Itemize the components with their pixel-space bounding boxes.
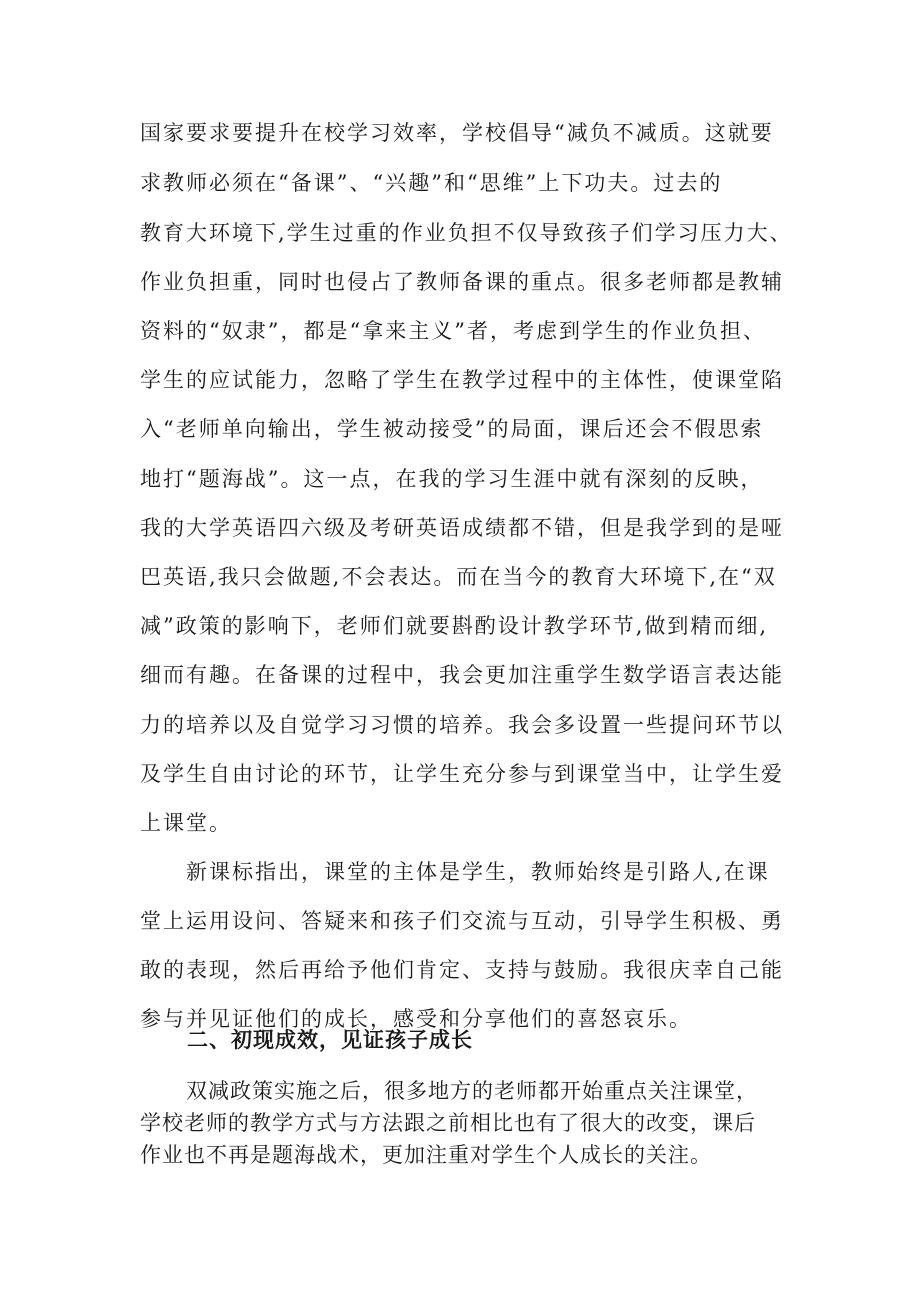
text-line: 细而有趣。在备课的过程中，我会更加注重学生数学语言表达能 bbox=[140, 663, 784, 687]
text-line: 地打“题海战”。这一点，在我的学习生涯中就有深刻的反映， bbox=[140, 467, 764, 491]
text-line: 双减政策实施之后，很多地方的老师都开始重点关注课堂， bbox=[186, 1079, 758, 1103]
text-line: 力的培养以及自觉学习习惯的培养。我会多设置一些提问环节以 bbox=[140, 713, 784, 737]
text-line: 求教师必须在“备课”、“兴趣”和“思维”上下功夫。过去的 bbox=[140, 171, 723, 195]
text-line: 入“老师单向输出，学生被动接受”的局面，课后还会不假思索 bbox=[140, 417, 764, 441]
text-line: 上课堂。 bbox=[140, 811, 232, 835]
text-line: 作业也不再是题海战术，更加注重对学生个人成长的关注。 bbox=[140, 1143, 712, 1167]
section-heading: 二、初现成效，见证孩子成长 bbox=[187, 1028, 473, 1052]
text-line: 学校老师的教学方式与方法跟之前相比也有了很大的改变，课后 bbox=[140, 1111, 756, 1135]
text-line: 参与并见证他们的成长，感受和分享他们的喜怒哀乐。 bbox=[140, 1007, 692, 1031]
text-line: 新课标指出，课堂的主体是学生，教师始终是引路人,在课 bbox=[186, 860, 770, 884]
text-line: 我的大学英语四六级及考研英语成绩都不错，但是我学到的是哑 bbox=[140, 516, 784, 540]
text-line: 资料的“奴隶”，都是“拿来主义”者，考虑到学生的作业负担、 bbox=[140, 319, 766, 343]
text-line: 巴英语,我只会做题,不会表达。而在当今的教育大环境下,在“双 bbox=[140, 565, 777, 589]
text-line: 作业负担重，同时也侵占了教师备课的重点。很多老师都是教辅 bbox=[140, 270, 784, 294]
text-line: 学生的应试能力，忽略了学生在教学过程中的主体性，使课堂陷 bbox=[140, 368, 784, 392]
text-line: 国家要求要提升在校学习效率，学校倡导“减负不减质。这就要 bbox=[140, 121, 774, 145]
text-line: 教育大环境下,学生过重的作业负担不仅导致孩子们学习压力大、 bbox=[140, 221, 793, 245]
text-line: 敢的表现，然后再给予他们肯定、支持与鼓励。我很庆幸自己能 bbox=[140, 958, 784, 982]
text-line: 减”政策的影响下，老师们就要斟酌设计教学环节,做到精而细, bbox=[140, 614, 769, 638]
text-line: 及学生自由讨论的环节，让学生充分参与到课堂当中，让学生爱 bbox=[140, 762, 784, 786]
text-line: 堂上运用设问、答疑来和孩子们交流与互动，引导学生积极、勇 bbox=[140, 909, 784, 933]
